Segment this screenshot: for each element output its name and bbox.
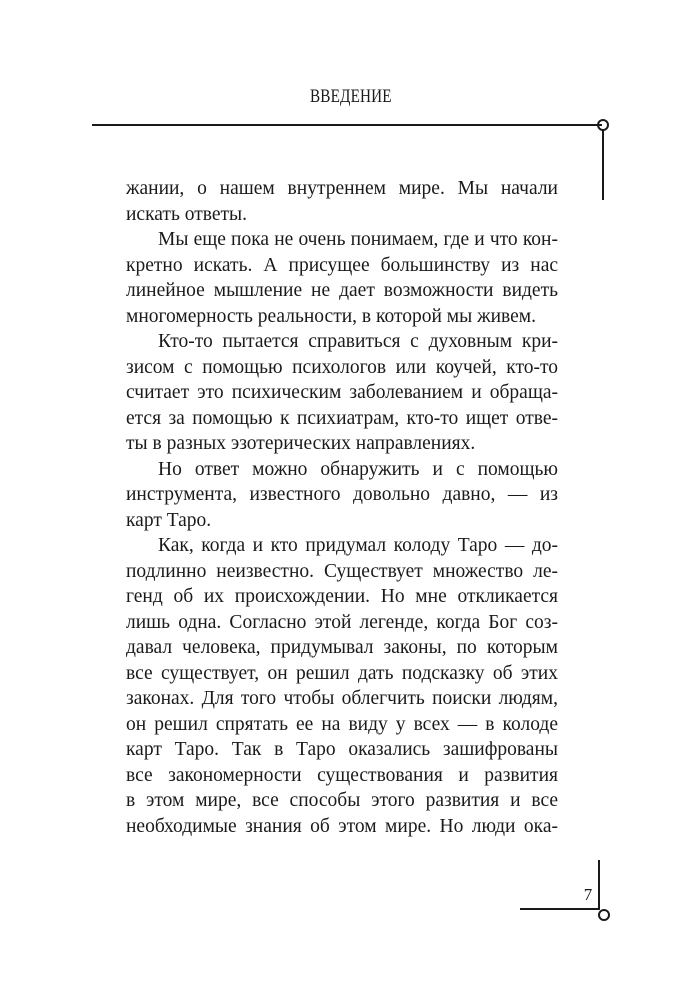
header-rule [92, 124, 602, 126]
text-line: все закономерности существования и развития [126, 764, 558, 786]
page-number: 7 [583, 885, 593, 904]
text-line: в этом мире, все способы этого развития и все [126, 790, 558, 811]
text-line: карт Таро. [126, 509, 212, 531]
text-line: ется за помощью к психиатрам, кто-то ищет отве- [126, 407, 558, 429]
running-head: ВВЕДЕНИЕ [310, 86, 392, 107]
text-line: подлинно неизвестно. Существует множество ле- [126, 560, 558, 582]
header-ornament [590, 112, 620, 202]
text-line: Мы еще пока не очень понимаем, где и что кон- [158, 229, 558, 250]
text-line: законах. Для того чтобы облегчить поиски людям, [126, 688, 558, 709]
header-ornament-loop [598, 120, 608, 130]
text-line: линейное мышление не дает возможности видеть [126, 280, 558, 301]
text-line: все существует, он решил дать подсказку об этих [126, 662, 558, 684]
text-line: Но ответ можно обнаружить и с помощью [158, 458, 558, 480]
text-line: Как, когда и кто придумал колоду Таро — до- [158, 535, 558, 556]
text-line: генд об их происхождении. Но мне откликается [126, 586, 558, 607]
text-line: считает это психическим заболеванием и обраща- [126, 382, 558, 403]
text-line: инструмента, известного довольно давно, — из [126, 484, 558, 505]
text-line: давал человека, придумывал законы, по которым [126, 637, 558, 658]
text-line: жании, о нашем внутреннем мире. Мы начали [126, 178, 558, 199]
footer-ornament-loop [599, 910, 609, 920]
text-line: многомерность реальности, в которой мы живем. [126, 305, 536, 327]
text-line: искать ответы. [126, 203, 247, 225]
text-line: ты в разных эзотерических направлениях. [126, 433, 476, 454]
text-block [126, 176, 558, 839]
text-line: карт Таро. Так в Таро оказались зашифрованы [126, 739, 558, 760]
text-line: лишь одна. Согласно этой легенде, когда Бог соз- [126, 611, 558, 633]
text-line: необходимые знания об этом мире. Но люди ока- [126, 815, 558, 837]
text-line: Кто-то пытается справиться с духовным кри- [158, 331, 558, 352]
text-line: кретно искать. А присущее большинству из нас [126, 254, 558, 276]
text-line: он решил спрятать ее на виду у всех — в колоде [126, 713, 558, 735]
text-line: зисом с помощью психологов или коучей, кто-то [126, 356, 558, 378]
